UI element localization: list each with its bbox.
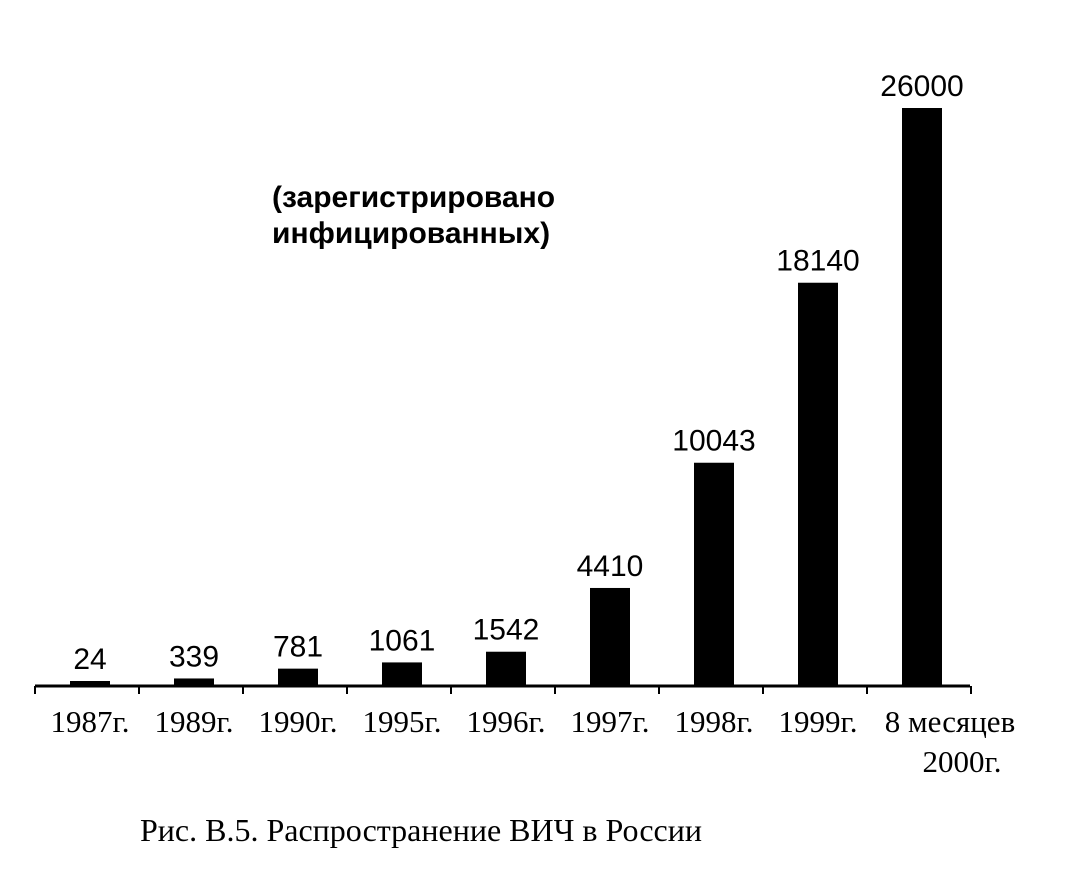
data-label: 18140 xyxy=(776,244,860,278)
data-label: 26000 xyxy=(880,70,964,103)
category-label: 1997г. xyxy=(570,704,650,739)
annotation-line-1: (зарегистрировано xyxy=(272,181,556,214)
category-label: 2000г. xyxy=(922,744,1002,779)
category-label: 1987г. xyxy=(50,704,130,739)
data-label: 4410 xyxy=(576,549,644,583)
chart-annotation xyxy=(272,180,555,252)
bar xyxy=(278,669,318,686)
figure-caption: Рис. В.5. Распространение ВИЧ в России xyxy=(140,812,702,848)
category-label: 1990г. xyxy=(258,704,338,739)
bar xyxy=(694,463,734,686)
category-label: 1998г. xyxy=(674,704,754,739)
data-label: 10043 xyxy=(672,424,756,458)
data-label: 1542 xyxy=(472,613,540,647)
bar xyxy=(902,108,942,686)
category-label: 1999г. xyxy=(778,704,858,739)
category-labels xyxy=(51,704,1016,779)
bar xyxy=(590,588,630,686)
category-label: 1996г. xyxy=(466,704,546,739)
category-label: 8 месяцев xyxy=(884,704,1016,739)
bar xyxy=(798,283,838,686)
data-label: 339 xyxy=(168,640,220,674)
data-label: 781 xyxy=(272,630,324,664)
bar xyxy=(486,652,526,686)
data-label: 1061 xyxy=(368,624,436,658)
annotation-line-2: инфицированных) xyxy=(272,217,551,250)
bar xyxy=(382,662,422,686)
data-label: 24 xyxy=(73,643,107,676)
category-label: 1995г. xyxy=(362,704,442,739)
category-label: 1989г. xyxy=(154,704,234,739)
